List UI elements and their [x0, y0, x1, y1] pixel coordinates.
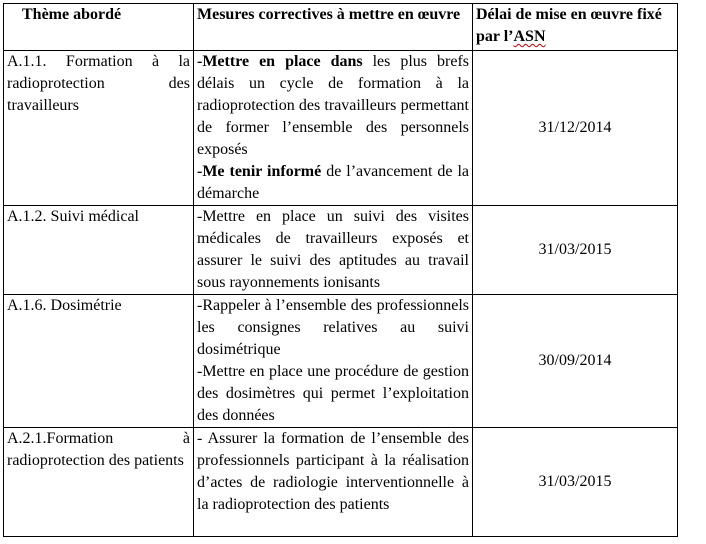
- row-deadline: 31/03/2015: [473, 428, 678, 537]
- row-deadline: 31/12/2014: [473, 51, 678, 206]
- measure-item: - Assurer la formation de l’ensemble des professionnels participant à la réalisation d’actes de radiologie interventionnelle à la radioprotection des patients: [197, 430, 469, 513]
- row-measures: [194, 51, 473, 206]
- measure-item: [197, 161, 469, 205]
- measure-item: -Mettre en place une procédure de gestion des dosimètres qui permet l’exploitation des données: [197, 363, 469, 424]
- header-deadline: [473, 4, 678, 51]
- measure-item: -Rappeler à l’ensemble des professionnels les consignes relatives au suivi dosimétrique: [197, 297, 469, 358]
- row-theme: A.1.2. Suivi médical: [4, 206, 194, 295]
- table-row: [4, 206, 678, 295]
- measure-item: [197, 51, 469, 161]
- row-measures: [194, 428, 473, 537]
- header-measures: Mesures correctives à mettre en œuvre: [194, 4, 473, 51]
- measure-item: -Mettre en place un suivi des visites médicales de travailleurs exposés et assurer le suivi des aptitudes au travail sous rayonnements ionisants: [197, 208, 469, 291]
- table-row: [4, 51, 678, 206]
- header-deadline-asn: ASN: [513, 28, 546, 45]
- row-theme: A.1.1. Formation à la radioprotection des travailleurs: [4, 51, 194, 206]
- row-deadline: 31/03/2015: [473, 206, 678, 295]
- measure-text: les plus brefs délais un cycle de formation à la radioprotection des travailleurs permettant de former l’ensemble des personnels exposés: [197, 53, 470, 158]
- table-row: [4, 428, 678, 537]
- table-row: [4, 295, 678, 428]
- row-measures: [194, 295, 473, 428]
- header-deadline-prefix: Délai de mise en œuvre fixé par l’: [476, 6, 662, 45]
- corrective-measures-table: [3, 3, 678, 537]
- row-theme: A.2.1.Formation à radioprotection des patients: [4, 428, 194, 537]
- row-measures: [194, 206, 473, 295]
- measure-text: de l’avancement de la démarche: [197, 163, 470, 202]
- row-deadline: 30/09/2014: [473, 295, 678, 428]
- measure-bold: -Mettre en place dans: [197, 53, 363, 70]
- row-theme: A.1.6. Dosimétrie: [4, 295, 194, 428]
- header-theme: Thème abordé: [4, 4, 194, 51]
- table-header-row: [4, 4, 678, 51]
- measure-bold: -Me tenir informé: [197, 163, 322, 180]
